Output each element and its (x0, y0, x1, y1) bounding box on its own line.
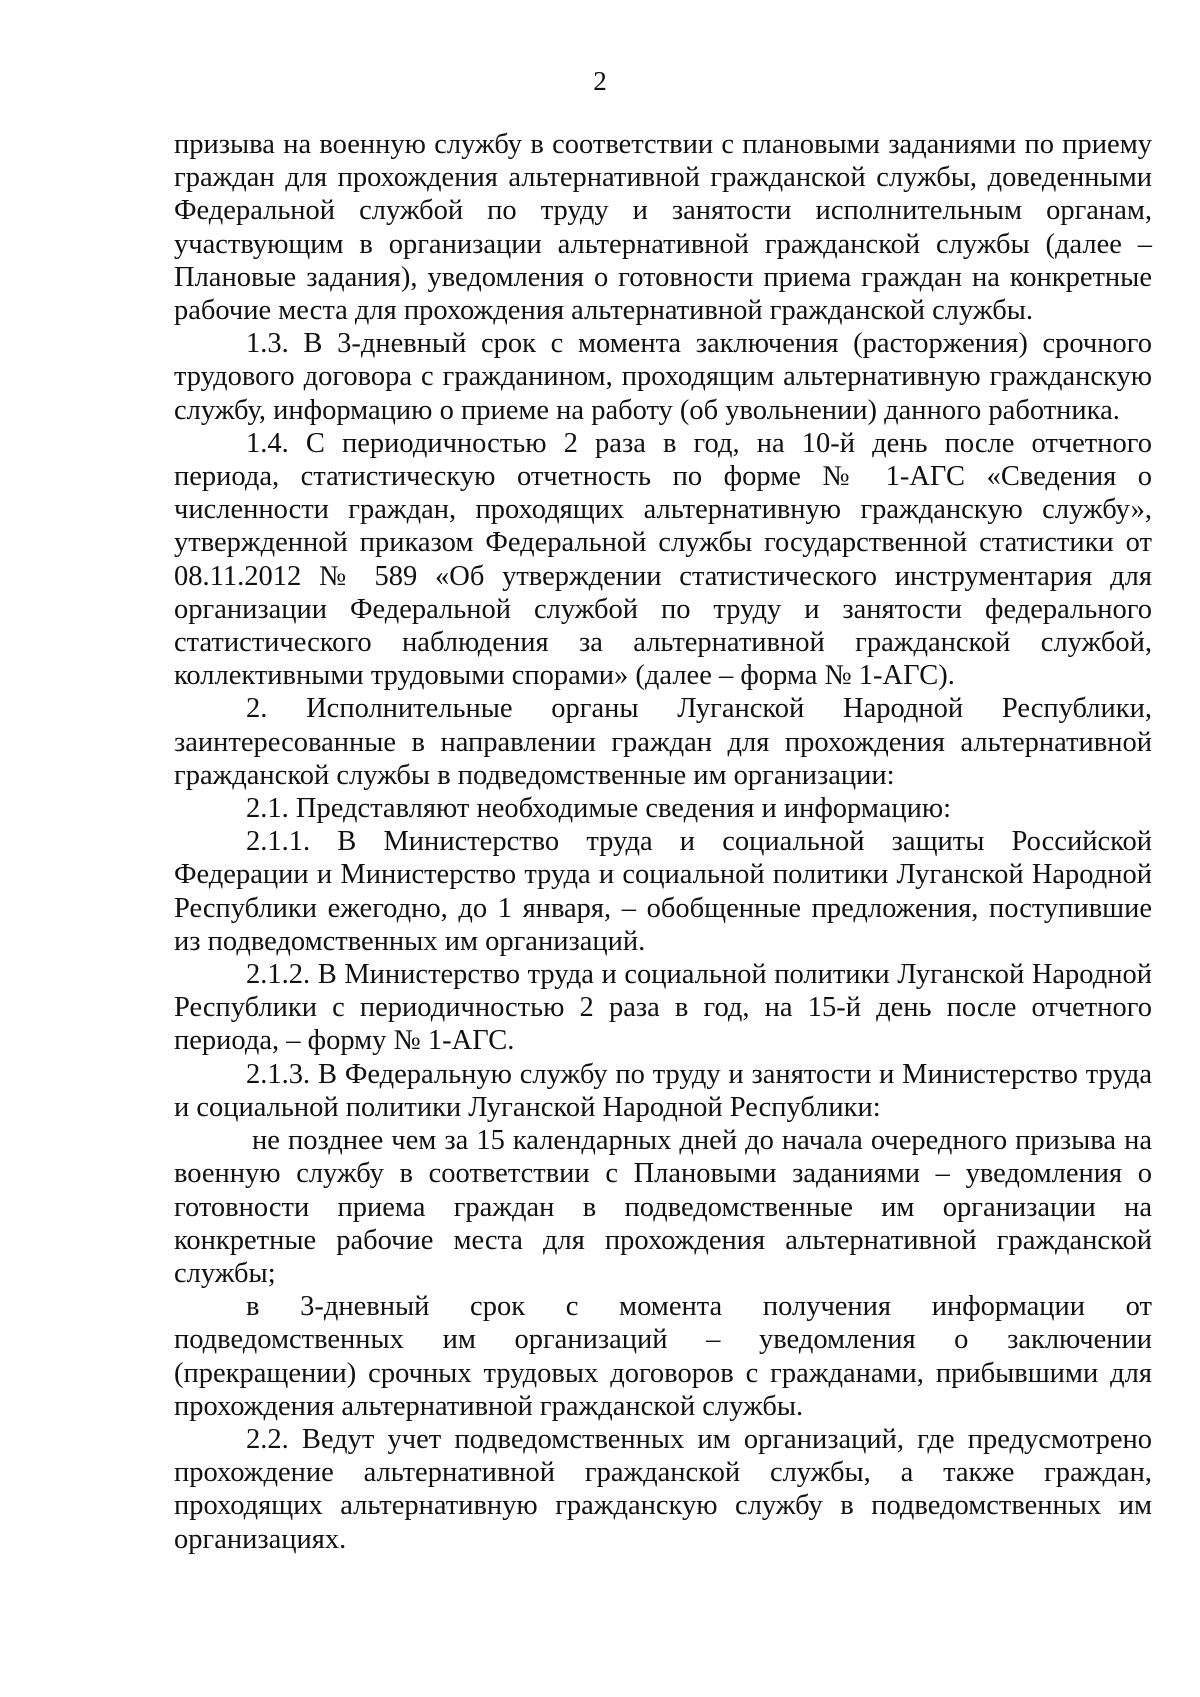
document-body (174, 128, 1152, 1556)
page-number: 2 (593, 66, 607, 96)
paragraph-2-1: 2.1. Представляют необходимые сведения и информацию: (246, 793, 952, 825)
paragraph-notice-deadline: не позднее чем за 15 календарных дней до начала очередного призыва на военную службу в соответствии с Плановыми заданиями – уведомления о готовности приема граждан в подведомственные им организации на конкретные рабочие места для прохождения альтернативной гражданской службы; (174, 1125, 1152, 1289)
paragraph-1-3: 1.3. В 3-дневный срок с момента заключения (расторжения) срочного трудового договора с гражданином, проходящим альтернативную гражданскую службу, информацию о приеме на работу (об увольнении) данного работника. (174, 328, 1152, 426)
paragraph-continuation: призыва на военную службу в соответствии с плановыми заданиями по приему граждан для прохождения альтернативной гражданской службы, доведенными Федеральной службой по труду и занятости исполнительным органам, участвующим в организации альтернативной гражданской службы (далее – Плановые задания), уведомления о готовности приема граждан на конкретные рабочие места для прохождения альтернативной гражданской службы. (174, 129, 1152, 327)
paragraph-2-1-2: 2.1.2. В Министерство труда и социальной политики Луганской Народной Республики с периодичностью 2 раза в год, на 15-й день после отчетного периода, – форму № 1-АГС. (174, 959, 1152, 1057)
paragraph-2-1-3: 2.1.3. В Федеральную службу по труду и занятости и Министерство труда и социальной политики Луганской Народной Республики: (174, 1058, 1152, 1123)
paragraph-2-1-1: 2.1.1. В Министерство труда и социальной защиты Российской Федерации и Министерство труда и социальной политики Луганской Народной Республики ежегодно, до 1 января, – обобщенные предложения, поступившие из подведомственных им организаций. (174, 826, 1152, 957)
paragraph-2-2: 2.2. Ведут учет подведомственных им организаций, где предусмотрено прохождение альтернативной гражданской службы, а также граждан, проходящих альтернативную гражданскую службу в подведомственных им организациях. (174, 1423, 1152, 1555)
paragraph-notice-contracts: в 3-дневный срок с момента получения информации от подведомственных им организаций – уведомления о заключении (прекращении) срочных трудовых договоров с гражданами, прибывшими для прохождения альтернативной гражданской службы. (174, 1291, 1152, 1422)
paragraph-2: 2. Исполнительные органы Луганской Народной Республики, заинтересованные в направлении граждан для прохождения альтернативной гражданской службы в подведомственные им организации: (174, 693, 1152, 791)
paragraph-1-4: 1.4. С периодичностью 2 раза в год, на 10-й день после отчетного периода, статистическую отчетность по форме № 1-АГС «Сведения о численности граждан, проходящих альтернативную гражданскую службу», утвержденной приказом Федеральной службы государственной статистики от 08.11.2012 № 589 «Об утверждении статистического инструментария для организации Федеральной службой по труду и занятости федерального статистического наблюдения за альтернативной гражданской службой, коллективными трудовыми спорами» (далее – форма № 1-АГС). (174, 427, 1152, 692)
